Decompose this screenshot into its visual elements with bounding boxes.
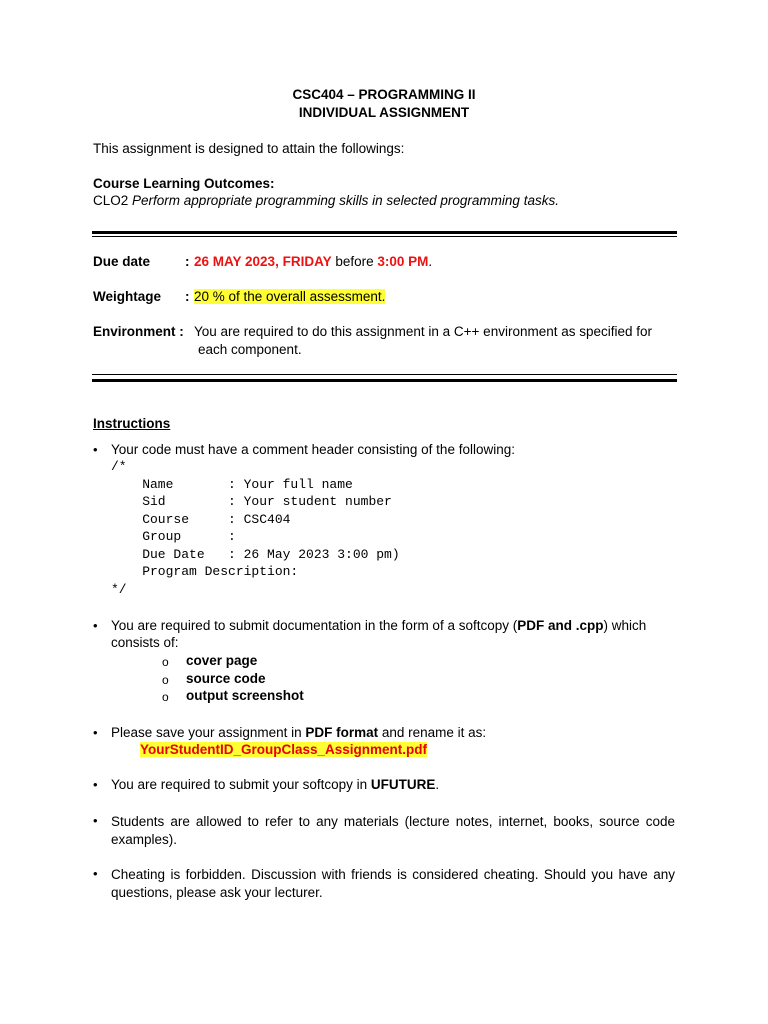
clo-line — [93, 193, 559, 208]
environment-label: Environment : — [93, 324, 184, 339]
clo-heading: Course Learning Outcomes: — [93, 176, 275, 191]
sub-marker: o — [162, 690, 169, 704]
clo-text: Perform appropriate programming skills in selected programming tasks. — [132, 193, 559, 208]
weightage-label: Weightage — [93, 289, 162, 304]
code-line: Sid : Your student number — [111, 494, 392, 509]
sub-marker: o — [162, 673, 169, 687]
due-date-label: Due date — [93, 254, 151, 269]
instructions-heading: Instructions — [93, 416, 171, 431]
instruction-documentation-line2: consists of: — [111, 635, 179, 650]
instruction-materials: Students are allowed to refer to any materials (lecture notes, internet, books, source code examples). — [111, 814, 675, 847]
instruction-documentation: You are required to submit documentation in the form of a softcopy (PDF and .cpp) which — [111, 618, 647, 633]
bullet-3: • — [93, 725, 98, 740]
code-line: Program Description: — [111, 564, 299, 579]
bullet-1: • — [93, 442, 98, 457]
instruction-save-pdf: Please save your assignment in PDF format and rename it as: — [111, 725, 487, 740]
code-line: Course : CSC404 — [111, 512, 291, 527]
code-open: /* — [111, 459, 127, 474]
bullet-6: • — [93, 866, 98, 881]
weightage-colon: : — [185, 289, 190, 304]
bullet-2: • — [93, 618, 98, 633]
weightage-value: 20 % of the overall assessment. — [194, 289, 386, 304]
environment-line2: each component. — [198, 342, 302, 357]
filename-template: YourStudentID_GroupClass_Assignment.pdf — [140, 742, 428, 757]
intro-text: This assignment is designed to attain the followings: — [93, 141, 405, 156]
due-date-value: 26 MAY 2023, FRIDAY before 3:00 PM. — [194, 254, 433, 269]
clo-code: CLO2 — [93, 193, 133, 208]
code-line: Due Date : 26 May 2023 3:00 pm) — [111, 547, 400, 562]
divider-top — [92, 231, 677, 234]
sub-marker: o — [162, 655, 169, 669]
code-close: */ — [111, 582, 127, 597]
divider-bottom — [92, 379, 677, 382]
due-time: 3:00 PM — [377, 254, 429, 269]
sub-item-output-screenshot: output screenshot — [186, 688, 304, 703]
code-line: Name : Your full name — [111, 477, 353, 492]
due-date: 26 MAY 2023, FRIDAY — [194, 254, 332, 269]
sub-item-cover-page: cover page — [186, 653, 258, 668]
code-line: Group : — [111, 529, 236, 544]
divider-bottom-thin — [92, 374, 677, 375]
sub-item-source-code: source code — [186, 671, 266, 686]
instruction-cheating: Cheating is forbidden. Discussion with friends is considered cheating. Should you have any questions, please ask your lecturer. — [111, 867, 675, 900]
due-date-colon: : — [185, 254, 190, 269]
assignment-title: INDIVIDUAL ASSIGNMENT — [298, 105, 470, 120]
bullet-4: • — [93, 777, 98, 792]
instruction-submit-ufuture: You are required to submit your softcopy in UFUTURE. — [111, 777, 440, 792]
bullet-5: • — [93, 813, 98, 828]
environment-line1: You are required to do this assignment in a C++ environment as specified for — [194, 324, 653, 339]
instruction-comment-header: Your code must have a comment header consisting of the following: — [111, 442, 515, 457]
divider-top-thin — [92, 236, 677, 237]
course-title: CSC404 – PROGRAMMING II — [292, 87, 476, 102]
